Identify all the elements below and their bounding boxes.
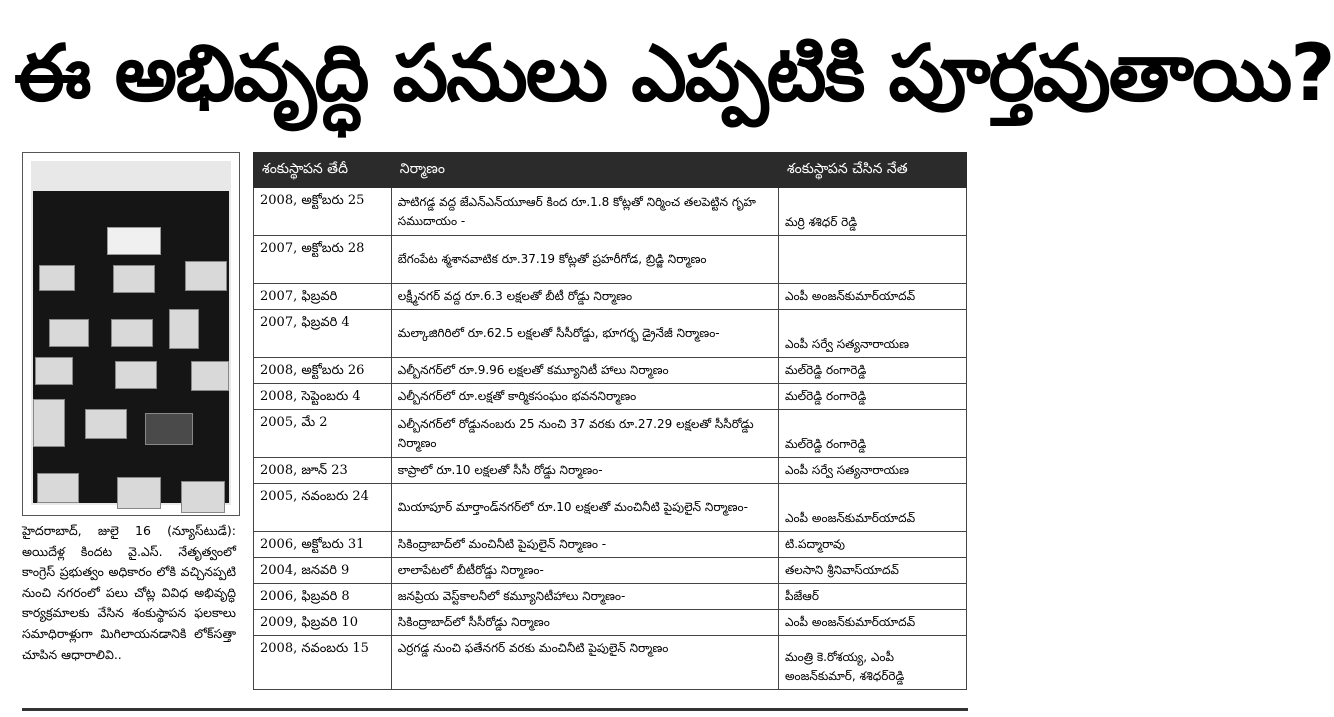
table-header-row: [254, 153, 967, 188]
row-leader: మల్‌రెడ్డి రంగారెడ్డి: [778, 358, 966, 384]
photo-frame: [22, 152, 240, 516]
row-work: బేగంపేట శ్మశానవాటిక రూ.37.19 కోట్లతో ప్రహరీగోడ, బ్రిడ్జి నిర్మాణం: [391, 236, 778, 284]
table-row: [254, 310, 967, 358]
row-date: 2008, నవంబరు 15: [254, 636, 392, 690]
row-leader: ఎంపీ అంజన్‌కుమార్‌యాదవ్: [778, 484, 966, 532]
row-work: సికింద్రాబాద్‌లో సీసీరోడ్డు నిర్మాణం: [391, 610, 778, 636]
row-leader: మంత్రి కె.రోశయ్య, ఎంపీ అంజన్‌కుమార్, శశిధర్‌రెడ్డి: [778, 636, 966, 690]
header-work: నిర్మాణం: [391, 153, 778, 188]
table-row: [254, 410, 967, 458]
foundation-plaques-photo: [31, 161, 231, 505]
row-date: 2008, అక్టోబరు 25: [254, 188, 392, 236]
row-work: లాలాపేటలో బీటీరోడ్డు నిర్మాణం-: [391, 558, 778, 584]
row-leader: మల్‌రెడ్డి రంగారెడ్డి: [778, 410, 966, 458]
row-work: పాటిగడ్డ వద్ద జేఎన్ఎన్‌యూఆర్ కింద రూ.1.8 కోట్లతో నిర్మించ తలపెట్టిన గృహ సముదాయం -: [391, 188, 778, 236]
board-sign: [107, 227, 161, 255]
row-work: మియాపూర్ మార్తాండ్‌నగర్‌లో రూ.10 లక్షలతో మంచినీటి పైపులైన్ నిర్మాణం-: [391, 484, 778, 532]
row-leader: ఎంపీ సర్వే సత్యనారాయణ: [778, 310, 966, 358]
table-row: [254, 532, 967, 558]
row-date: 2007, అక్టోబరు 28: [254, 236, 392, 284]
row-date: 2006, అక్టోబరు 31: [254, 532, 392, 558]
row-work: ఎల్బీనగర్‌లో రోడ్డునంబరు 25 నుంచి 37 వరకు రూ.27.29 లక్షలతో సీసీరోడ్డు నిర్మాణం: [391, 410, 778, 458]
row-date: 2005, నవంబరు 24: [254, 484, 392, 532]
row-date: 2006, ఫిబ్రవరి 8: [254, 584, 392, 610]
display-board: [33, 191, 229, 503]
photo-caption: హైదరాబాద్, జులై 16 (న్యూస్‌టుడే): అయిదేళ్ల కిందట వై.ఎస్. నేతృత్వంలో కాంగ్రెస్ ప్రభుత్వం అధికారం లోకి వచ్చినప్పటి నుంచి నగరంలో పలు చోట్ల వివిధ అభివృద్ధి కార్యక్రమాలకు వేసిన శంకుస్థాపన ఫలకాలు సమాధిరాళ్లుగా మిగిలాయనడానికి లోక్‌సత్తా చూపిన ఆధారాలివి..: [22, 523, 236, 662]
row-leader: టి.పద్మారావు: [778, 532, 966, 558]
row-leader: ఎంపీ అంజన్‌కుమార్‌యాదవ్: [778, 610, 966, 636]
row-work: సికింద్రాబాద్‌లో మంచినీటి పైపులైన్ నిర్మాణం -: [391, 532, 778, 558]
row-leader: మల్‌రెడ్డి రంగారెడ్డి: [778, 384, 966, 410]
row-work: కాప్రాలో రూ.10 లక్షలతో సీసీ రోడ్డు నిర్మాణం-: [391, 458, 778, 484]
table-row: [254, 358, 967, 384]
row-date: 2005, మే 2: [254, 410, 392, 458]
row-work: లక్ష్మీనగర్ వద్ద రూ.6.3 లక్షలతో బీటీ రోడ్డు నిర్మాణం: [391, 284, 778, 310]
development-works-table: [253, 152, 967, 690]
header-leader: శంకుస్థాపన చేసిన నేత: [778, 153, 966, 188]
row-date: 2008, అక్టోబరు 26: [254, 358, 392, 384]
table-row: [254, 384, 967, 410]
header-date: శంకుస్థాపన తేదీ: [254, 153, 392, 188]
table-row: [254, 188, 967, 236]
row-date: 2008, జూన్ 23: [254, 458, 392, 484]
table-row: [254, 584, 967, 610]
table-row: [254, 610, 967, 636]
table-row: [254, 236, 967, 284]
table-row: [254, 484, 967, 532]
table-row: [254, 458, 967, 484]
row-work: మల్కాజిగిరిలో రూ.62.5 లక్షలతో సీసీరోడ్డు, భూగర్భ డ్రైనేజీ నిర్మాణం-: [391, 310, 778, 358]
row-work: ఎల్బీనగర్‌లో రూ.లక్షతో కార్మికసంఘం భవననిర్మాణం: [391, 384, 778, 410]
row-work: ఎర్రగడ్డ నుంచి ఫతేనగర్ వరకు మంచినీటి పైపులైన్ నిర్మాణం: [391, 636, 778, 690]
row-leader: మర్రి శశిధర్ రెడ్డి: [778, 188, 966, 236]
row-date: 2007, ఫిబ్రవరి 4: [254, 310, 392, 358]
row-leader: ఎంపీ అంజన్‌కుమార్‌యాదవ్: [778, 284, 966, 310]
row-date: 2004, జనవరి 9: [254, 558, 392, 584]
row-leader: తలసాని శ్రీనివాస్‌యాదవ్: [778, 558, 966, 584]
table-row: [254, 558, 967, 584]
row-leader: ఎంపీ సర్వే సత్యనారాయణ: [778, 458, 966, 484]
row-leader: [778, 236, 966, 284]
row-work: జనప్రియ వెస్ట్‌కాలనీలో కమ్యూనిటీహాలు నిర్మాణం-: [391, 584, 778, 610]
table-row: [254, 636, 967, 690]
bottom-rule: [22, 708, 968, 711]
row-date: 2009, ఫిబ్రవరి 10: [254, 610, 392, 636]
row-leader: పీజేఆర్: [778, 584, 966, 610]
row-date: 2008, సెప్టెంబరు 4: [254, 384, 392, 410]
headline: ఈ అభివృద్ధి పనులు ఎప్పటికి పూర్తవుతాయి?: [14, 29, 1334, 119]
row-date: 2007, ఫిబ్రవరి: [254, 284, 392, 310]
table-row: [254, 284, 967, 310]
row-work: ఎల్బీనగర్‌లో రూ.9.96 లక్షలతో కమ్యూనిటీ హాలు నిర్మాణం: [391, 358, 778, 384]
